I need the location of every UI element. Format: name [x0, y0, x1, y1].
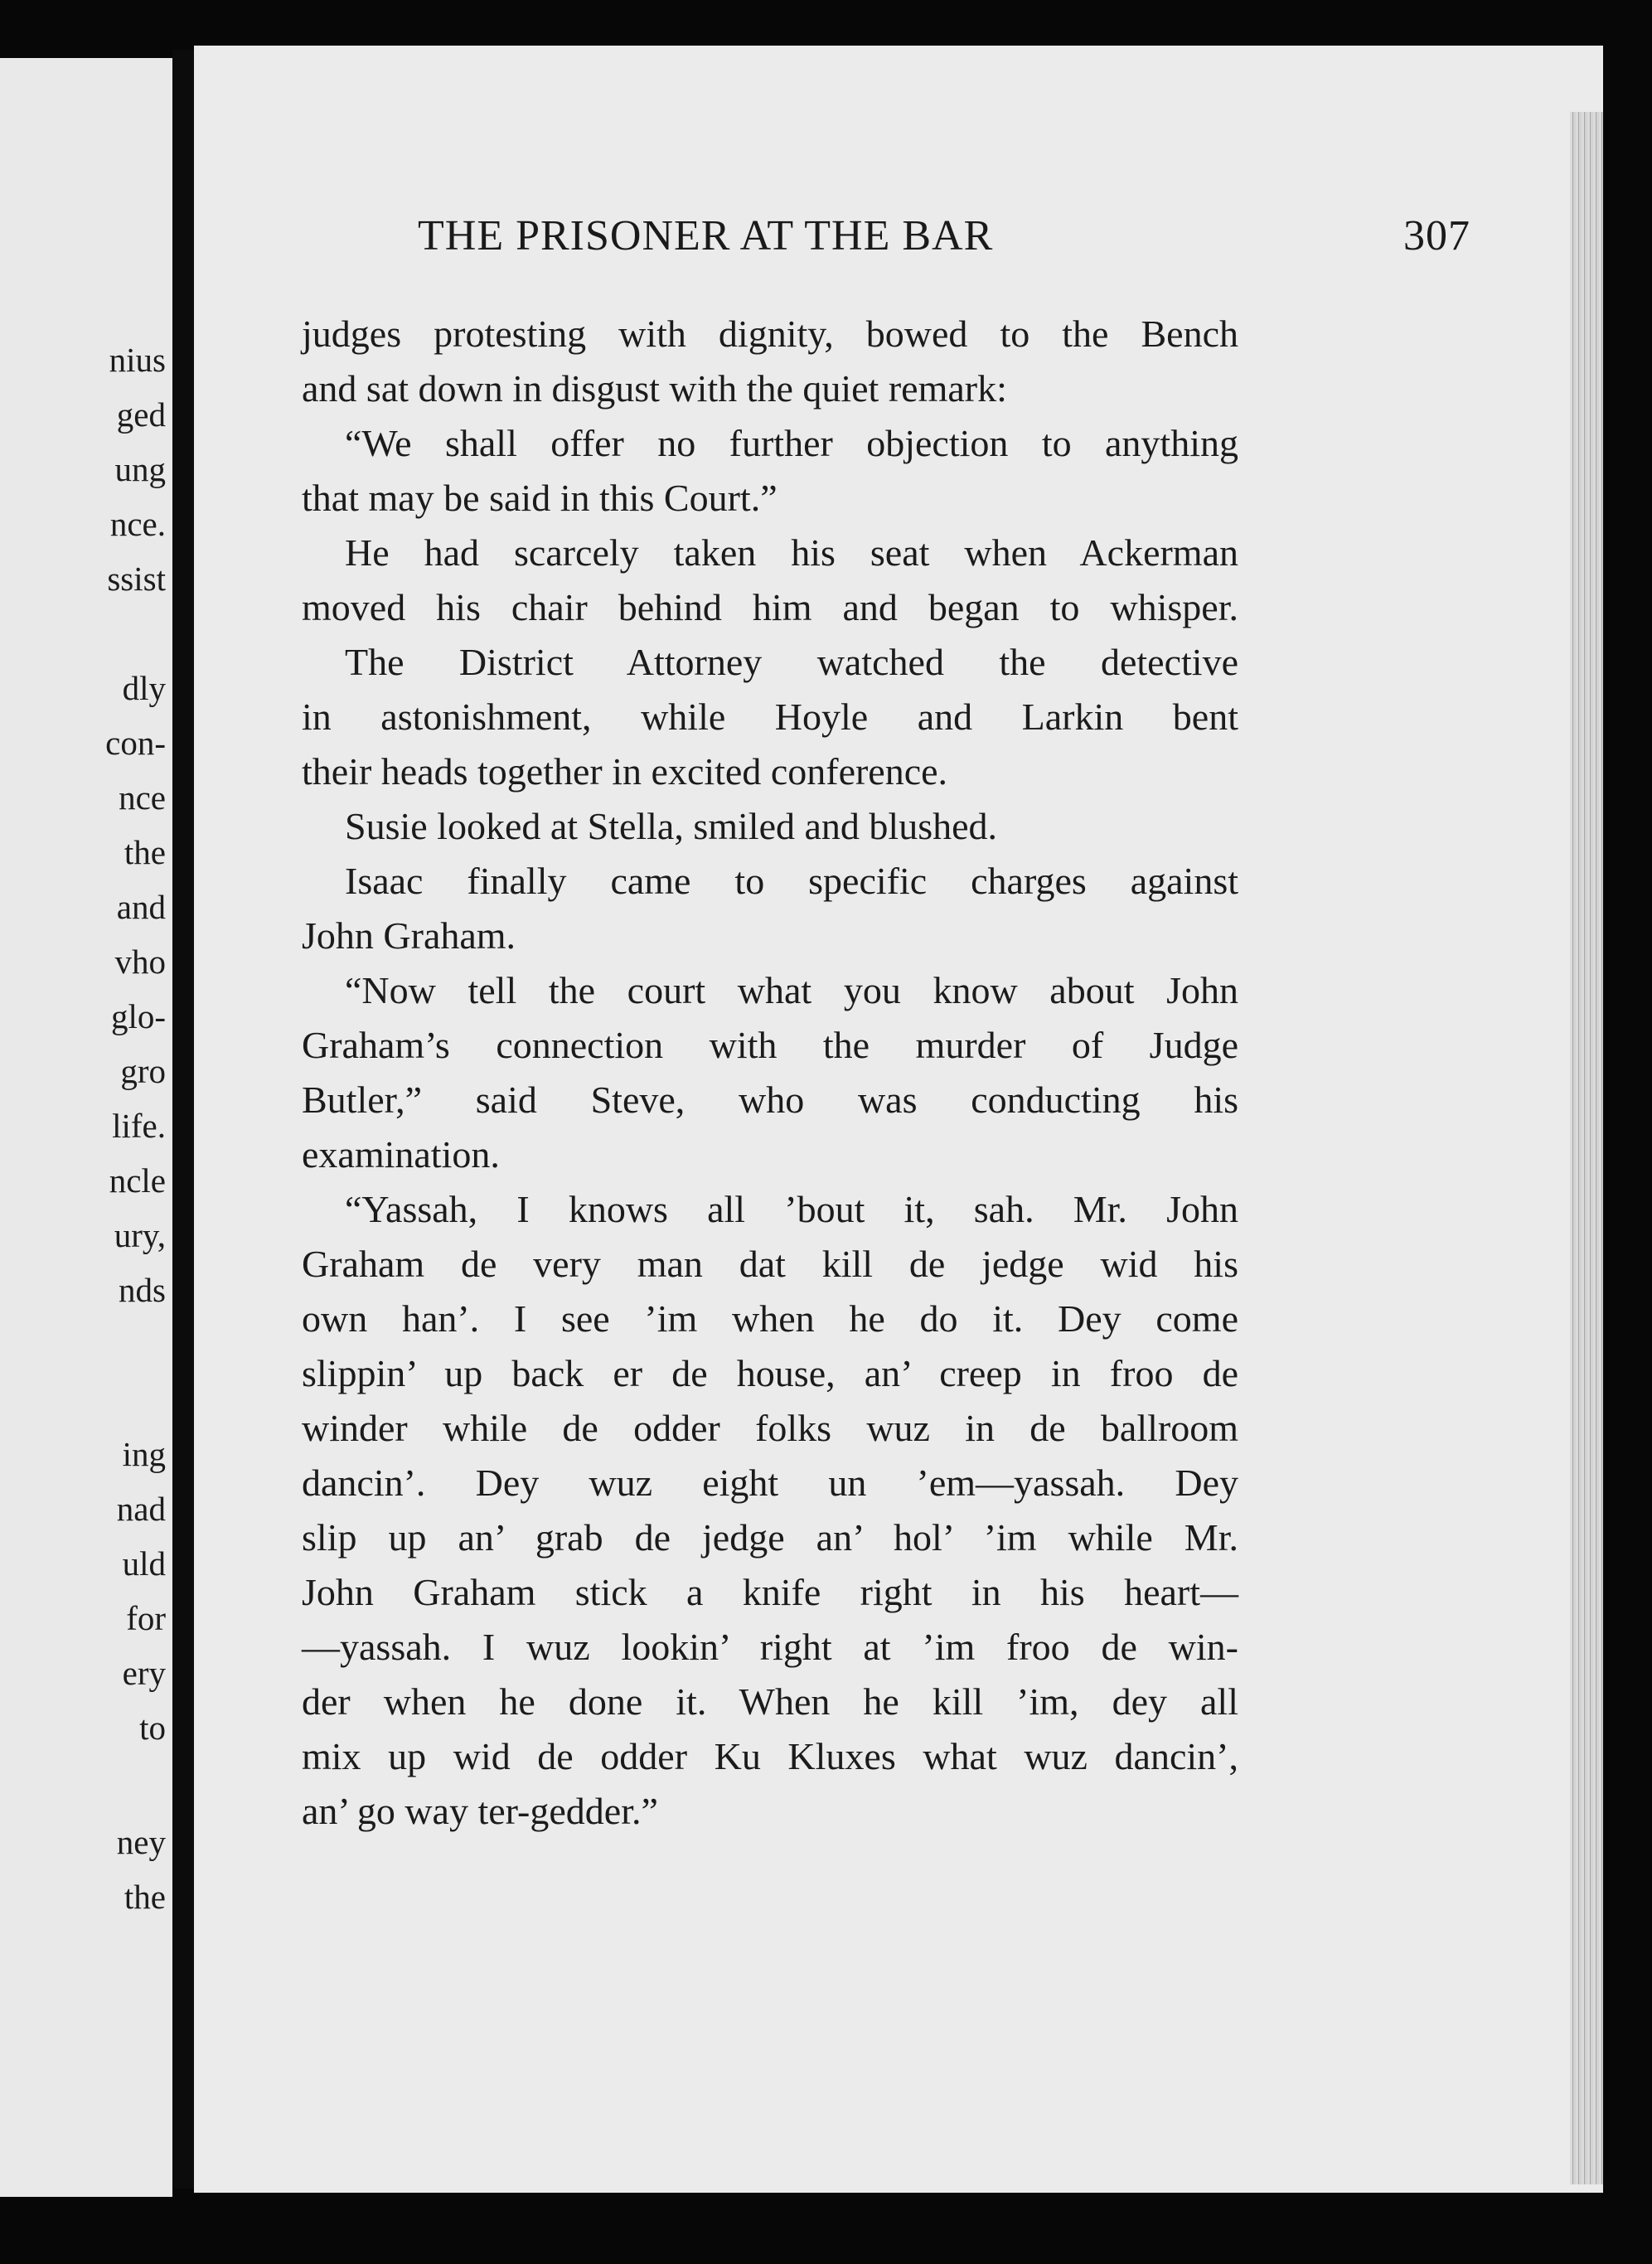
text-line: in astonishment, while Hoyle and Larkin bent [302, 696, 1238, 738]
facing-page-fragment: nce. [109, 505, 166, 543]
text-line: —yassah. I wuz lookin’ right at ’im froo de win- [302, 1626, 1238, 1668]
facing-page-fragment: nce [119, 778, 166, 817]
text-line: slip up an’ grab de jedge an’ hol’ ’im while Mr. [302, 1516, 1238, 1559]
text-line: John Graham stick a knife right in his heart— [302, 1571, 1238, 1613]
text-line: “We shall offer no further objection to anything [345, 422, 1238, 464]
text-line: Butler,” said Steve, who was conducting his [302, 1079, 1238, 1121]
facing-page [0, 58, 172, 2197]
text-line: their heads together in excited conference. [302, 750, 948, 793]
text-line: He had scarcely taken his seat when Ackerman [345, 531, 1238, 574]
facing-page-fragment: ery [122, 1654, 166, 1692]
text-line: dancin’. Dey wuz eight un ’em—yassah. Dey [302, 1462, 1238, 1504]
book-page [194, 46, 1603, 2193]
text-line: Graham’s connection with the murder of Judge [302, 1024, 1238, 1066]
text-line: Isaac finally came to specific charges against [345, 860, 1238, 902]
facing-page-fragment: to [139, 1709, 166, 1747]
facing-page-fragment: uld [122, 1544, 166, 1583]
facing-page-fragment: vho [114, 943, 166, 981]
facing-page-fragment: ged [116, 395, 166, 434]
text-line: Graham de very man dat kill de jedge wid his [302, 1243, 1238, 1285]
facing-page-fragment: and [116, 888, 166, 926]
text-line: that may be said in this Court.” [302, 477, 778, 519]
facing-page-fragment: the [124, 1878, 166, 1916]
facing-page-fragment: glo- [110, 997, 166, 1035]
text-line: “Now tell the court what you know about John [345, 969, 1238, 1011]
book-gutter [172, 50, 194, 2189]
facing-page-fragment: gro [120, 1052, 166, 1090]
facing-page-fragment: ney [116, 1823, 166, 1861]
text-line: mix up wid de odder Ku Kluxes what wuz dancin’, [302, 1735, 1238, 1777]
text-line: slippin’ up back er de house, an’ creep in froo de [302, 1352, 1238, 1394]
facing-page-fragment: life. [112, 1107, 166, 1145]
facing-page-fragment: nad [116, 1490, 166, 1528]
text-line: der when he done it. When he kill ’im, dey all [302, 1680, 1238, 1723]
page-edge [1570, 112, 1603, 2184]
text-line: Susie looked at Stella, smiled and blushed. [345, 805, 998, 847]
facing-page-fragment: ury, [114, 1216, 166, 1254]
facing-page-fragment: ssist [107, 560, 166, 598]
text-line: own han’. I see ’im when he do it. Dey come [302, 1297, 1238, 1340]
text-line: an’ go way ter-gedder.” [302, 1790, 658, 1832]
page-body [302, 307, 1238, 1839]
facing-page-fragment: nius [109, 341, 166, 379]
facing-page-fragment: ncle [109, 1161, 166, 1200]
text-line: moved his chair behind him and began to whisper. [302, 586, 1238, 628]
facing-page-fragment: nds [119, 1271, 166, 1309]
text-line: John Graham. [302, 914, 516, 957]
facing-page-fragment: the [124, 833, 166, 871]
text-line: “Yassah, I knows all ’bout it, sah. Mr. John [345, 1188, 1238, 1230]
running-title: THE PRISONER AT THE BAR [418, 212, 994, 259]
page-number: 307 [1403, 212, 1470, 259]
text-line: The District Attorney watched the detective [345, 641, 1238, 683]
facing-page-fragment: ung [114, 450, 166, 488]
facing-page-fragment: for [126, 1599, 166, 1637]
facing-page-fragment: con- [105, 724, 166, 762]
text-line: and sat down in disgust with the quiet remark: [302, 367, 1007, 410]
text-line: judges protesting with dignity, bowed to the Bench [302, 313, 1238, 355]
facing-page-fragment: dly [122, 669, 166, 707]
facing-page-fragment: ing [122, 1435, 166, 1473]
text-line: examination. [302, 1133, 500, 1176]
text-line: winder while de odder folks wuz in de ballroom [302, 1407, 1238, 1449]
